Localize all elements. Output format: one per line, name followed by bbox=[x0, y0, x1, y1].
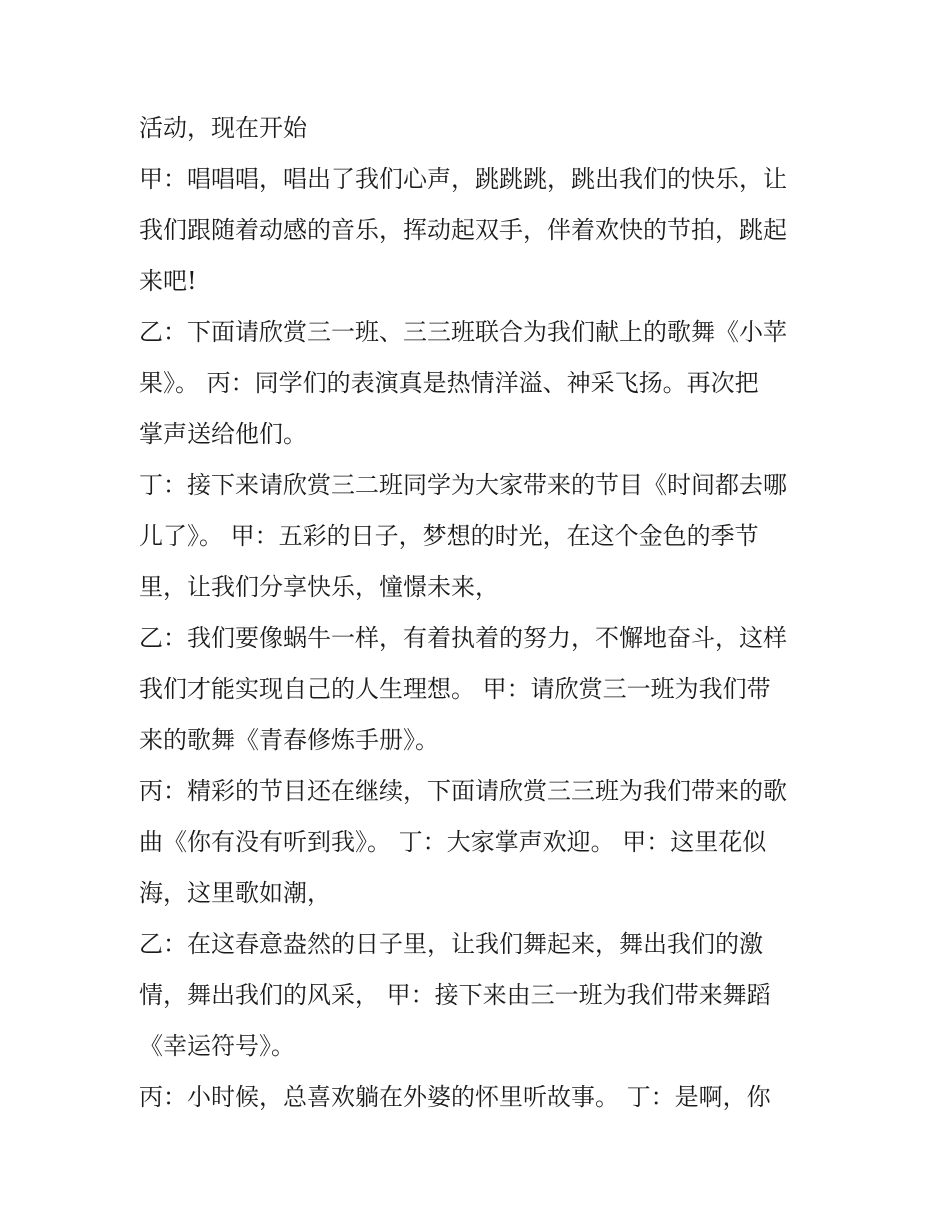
text-line: 丙：小时候，总喜欢躺在外婆的怀里听故事。 丁：是啊，你 bbox=[139, 1083, 771, 1111]
text-line: 果》。 丙：同学们的表演真是热情洋溢、神采飞扬。再次把 bbox=[139, 369, 759, 397]
text-line: 情，舞出我们的风采， 甲：接下来由三一班为我们带来舞蹈 bbox=[139, 981, 771, 1009]
text-line: 甲：唱唱唱，唱出了我们心声，跳跳跳，跳出我们的快乐，让 bbox=[139, 165, 787, 193]
text-line: 曲《你有没有听到我》。 丁：大家掌声欢迎。 甲：这里花似 bbox=[139, 828, 767, 856]
text-line: 丁：接下来请欣赏三二班同学为大家带来的节目《时间都去哪 bbox=[139, 471, 787, 499]
text-line: 《幸运符号》。 bbox=[139, 1032, 295, 1060]
text-line: 来的歌舞《青春修炼手册》。 bbox=[139, 726, 439, 754]
text-line: 活动，现在开始 bbox=[139, 114, 307, 142]
text-line: 儿了》。 甲：五彩的日子，梦想的时光，在这个金色的季节 bbox=[139, 522, 759, 550]
text-line: 乙：下面请欣赏三一班、三三班联合为我们献上的歌舞《小苹 bbox=[139, 318, 787, 346]
text-line: 丙：精彩的节目还在继续，下面请欣赏三三班为我们带来的歌 bbox=[139, 777, 787, 805]
text-line: 掌声送给他们。 bbox=[139, 420, 307, 448]
text-line: 乙：在这春意盎然的日子里，让我们舞起来，舞出我们的激 bbox=[139, 930, 763, 958]
text-line: 来吧! bbox=[139, 267, 197, 295]
text-line: 乙：我们要像蜗牛一样，有着执着的努力，不懈地奋斗，这样 bbox=[139, 624, 787, 652]
text-line: 我们跟随着动感的音乐，挥动起双手，伴着欢快的节拍，跳起 bbox=[139, 216, 787, 244]
text-line: 我们才能实现自己的人生理想。 甲：请欣赏三一班为我们带 bbox=[139, 675, 771, 703]
text-line: 海，这里歌如潮， bbox=[139, 879, 331, 907]
script-text-body bbox=[139, 103, 819, 1123]
text-line: 里，让我们分享快乐，憧憬未来， bbox=[139, 573, 499, 601]
